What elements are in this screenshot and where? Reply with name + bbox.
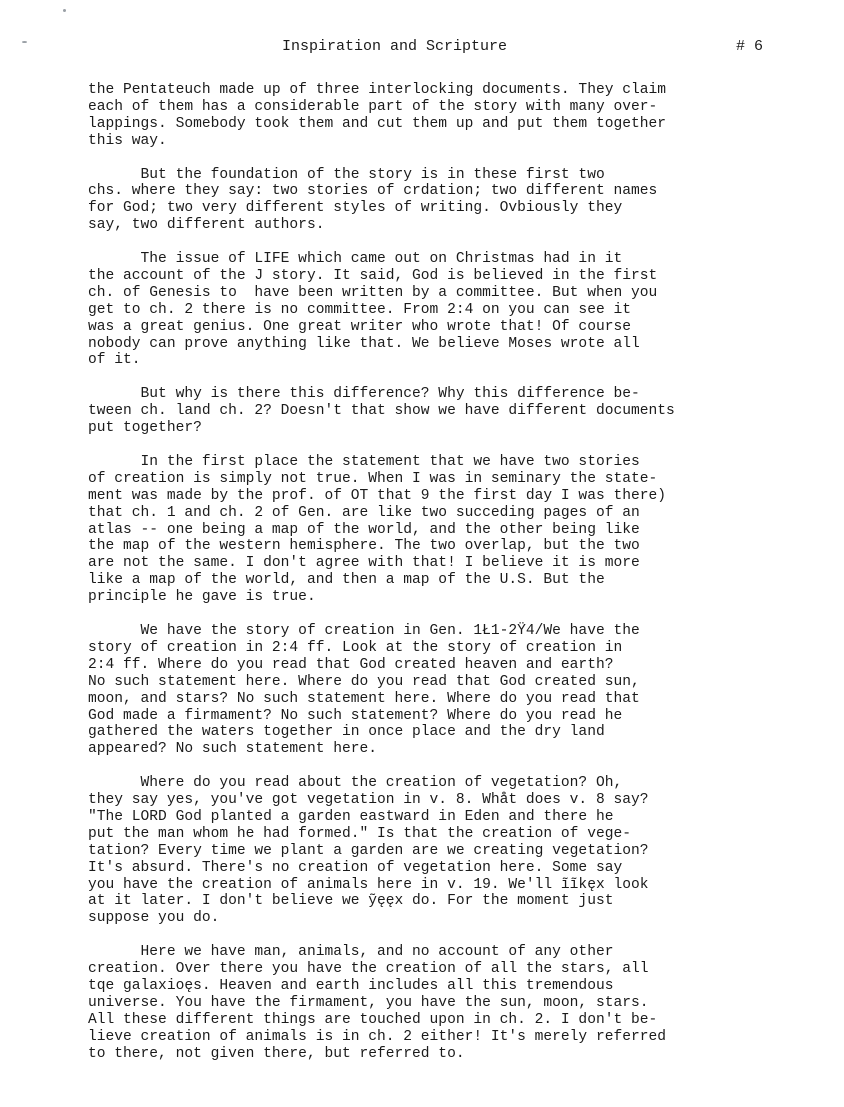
paragraph xyxy=(88,251,788,369)
text-line: say, two different authors. xyxy=(88,217,325,234)
paragraph xyxy=(88,454,788,606)
text-line: Where do you read about the creation of vegetation? Oh, xyxy=(88,775,623,792)
paragraph xyxy=(88,623,788,758)
text-line: at it later. I don't believe we ỹęęx do. For the moment just xyxy=(88,893,614,910)
text-line: ment was made by the prof. of OT that 9 the first day I was there) xyxy=(88,487,667,504)
text-line: atlas -- one being a map of the world, and the other being like xyxy=(88,521,640,538)
text-line: gathered the waters together in once place and the dry land xyxy=(88,724,605,741)
text-line: of creation is simply not true. When I was in seminary the state- xyxy=(88,470,658,487)
text-line: chs. where they say: two stories of crdation; two different names xyxy=(88,183,658,200)
text-line: principle he gave is true. xyxy=(88,589,316,606)
text-line: this way. xyxy=(88,132,167,149)
paragraph xyxy=(88,944,788,1062)
text-line: the account of the J story. It said, God is believed in the first xyxy=(88,268,658,285)
text-line: put the man whom he had formed." Is that the creation of vege- xyxy=(88,825,631,842)
text-line: nobody can prove anything like that. We believe Moses wrote all xyxy=(88,335,640,352)
text-line: ch. of Genesis to have been written by a committee. But when you xyxy=(88,284,658,301)
text-line: put together? xyxy=(88,420,202,437)
page-number: # 6 xyxy=(736,38,764,55)
scan-speck xyxy=(63,9,66,12)
text-line: suppose you do. xyxy=(88,910,220,927)
paragraph xyxy=(88,167,788,235)
text-line: tation? Every time we plant a garden are we creating vegetation? xyxy=(88,842,649,859)
text-line: that ch. 1 and ch. 2 of Gen. are like two succeding pages of an xyxy=(88,504,640,521)
text-line: for God; two very different styles of writing. Ovbiously they xyxy=(88,200,623,217)
text-line: they say yes, you've got vegetation in v. 8. Whåt does v. 8 say? xyxy=(88,792,649,809)
text-line: to there, not given there, but referred to. xyxy=(88,1045,465,1062)
text-line: creation. Over there you have the creation of all the stars, all xyxy=(88,961,649,978)
text-line: It's absurd. There's no creation of vegetation here. Some say xyxy=(88,859,623,876)
text-line: each of them has a considerable part of the story with many over- xyxy=(88,98,658,115)
text-line: But the foundation of the story is in these first two xyxy=(88,166,605,183)
text-line: tqe galaxioęs. Heaven and earth includes all this tremendous xyxy=(88,977,614,994)
text-line: appeared? No such statement here. xyxy=(88,741,378,758)
text-line: of it. xyxy=(88,352,141,369)
text-line: the Pentateuch made up of three interlocking documents. They claim xyxy=(88,82,667,98)
paragraph xyxy=(88,775,788,927)
text-line: All these different things are touched upon in ch. 2. I don't be- xyxy=(88,1011,658,1028)
text-line: moon, and stars? No such statement here. Where do you read that xyxy=(88,690,640,707)
text-line: The issue of LIFE which came out on Christmas had in it xyxy=(88,251,623,268)
text-line: was a great genius. One great writer who wrote that! Of course xyxy=(88,318,631,335)
text-line: you have the creation of animals here in v. 19. We'll ĩĩkęx look xyxy=(88,876,649,893)
text-line: "The LORD God planted a garden eastward in Eden and there he xyxy=(88,808,614,825)
text-line: get to ch. 2 there is no committee. From 2:4 on you can see it xyxy=(88,301,631,318)
paragraph xyxy=(88,82,788,150)
text-line: 2:4 ff. Where do you read that God created heaven and earth? xyxy=(88,656,614,673)
text-line: No such statement here. Where do you read that God created sun, xyxy=(88,673,640,690)
text-line: lappings. Somebody took them and cut them up and put them together xyxy=(88,115,667,132)
text-line: We have the story of creation in Gen. 1Ł1-2Ÿ4/We have the xyxy=(88,623,640,640)
text-line: like a map of the world, and then a map of the U.S. But the xyxy=(88,572,605,589)
paragraph xyxy=(88,386,788,437)
text-line: Here we have man, animals, and no account of any other xyxy=(88,944,614,961)
document-body xyxy=(88,82,788,1079)
text-line: tween ch. land ch. 2? Doesn't that show we have different documents xyxy=(88,403,675,420)
text-line: God made a firmament? No such statement? Where do you read he xyxy=(88,707,623,724)
text-line: In the first place the statement that we have two stories xyxy=(88,454,640,471)
text-line: are not the same. I don't agree with that! I believe it is more xyxy=(88,555,640,572)
page-title: Inspiration and Scripture xyxy=(282,38,508,55)
page-header xyxy=(0,37,844,57)
text-line: universe. You have the firmament, you have the sun, moon, stars. xyxy=(88,994,649,1011)
text-line: lieve creation of animals is in ch. 2 either! It's merely referred xyxy=(88,1028,667,1045)
text-line: the map of the western hemisphere. The two overlap, but the two xyxy=(88,538,640,555)
text-line: But why is there this difference? Why this difference be- xyxy=(88,386,640,403)
text-line: story of creation in 2:4 ff. Look at the story of creation in xyxy=(88,639,623,656)
